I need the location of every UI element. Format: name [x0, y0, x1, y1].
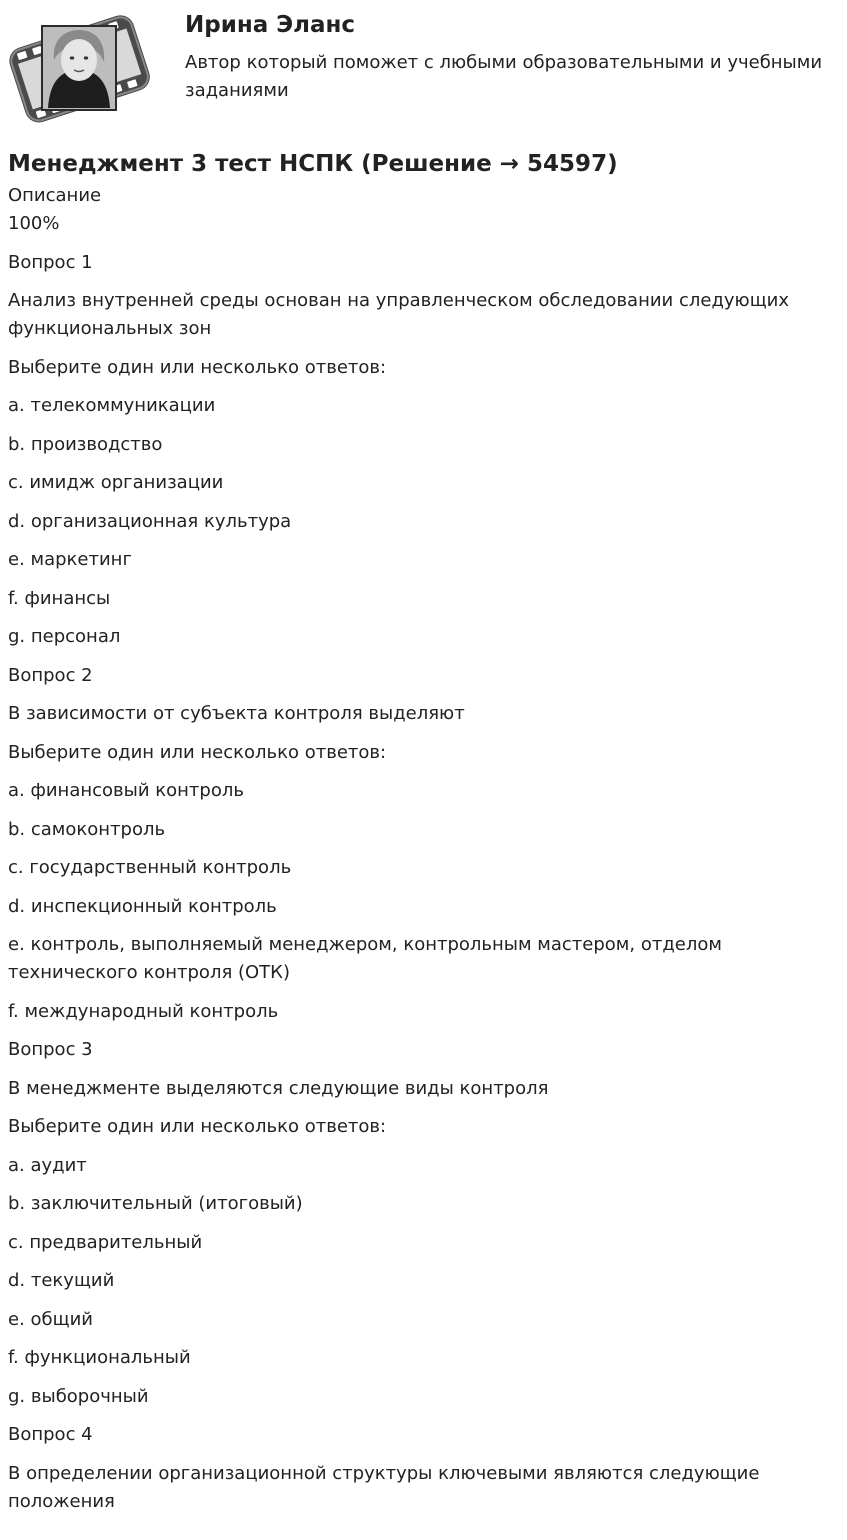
answer-option: e. общий [8, 1308, 93, 1330]
question-label: Вопрос 2 [8, 664, 93, 686]
answer-option: d. инспекционный контроль [8, 895, 277, 917]
answer-option: d. организационная культура [8, 510, 292, 532]
answer-instruction: Выберите один или несколько ответов: [8, 741, 387, 763]
answer-option: f. финансы [8, 587, 111, 609]
answer-option: f. международный контроль [8, 1000, 279, 1022]
answer-option: b. самоконтроль [8, 818, 166, 840]
questions-list [8, 249, 840, 1516]
answer-option: c. предварительный [8, 1231, 203, 1253]
page-title: Менеджмент 3 тест НСПК (Решение → 54597) [8, 151, 618, 177]
document-content [8, 146, 840, 1526]
answer-option: f. функциональный [8, 1347, 191, 1368]
answer-option: e. маркетинг [8, 549, 132, 570]
answer-option: c. имидж организации [8, 472, 224, 493]
question-label: Вопрос 3 [8, 1039, 93, 1060]
answer-option: a. финансовый контроль [8, 780, 244, 801]
film-strip-portrait-icon [8, 8, 150, 126]
answer-option: g. выборочный [8, 1385, 149, 1407]
answer-option: a. телекоммуникации [8, 395, 216, 416]
answer-instruction: Выберите один или несколько ответов: [8, 356, 387, 378]
author-avatar[interactable] [8, 8, 150, 126]
score-value: 100% [8, 213, 60, 234]
question-text: Анализ внутренней среды основан на управленческом обследовании следующих функциональных зон [8, 290, 789, 339]
answer-option: d. текущий [8, 1270, 115, 1291]
answer-option: b. производство [8, 433, 163, 455]
question-label: Вопрос 4 [8, 1424, 93, 1445]
description-label: Описание [8, 185, 102, 206]
question-label: Вопрос 1 [8, 251, 93, 273]
author-header [0, 0, 847, 140]
question-text: В менеджменте выделяются следующие виды контроля [8, 1077, 549, 1099]
question-text: В определении организационной структуры ключевыми являются следующие положения [8, 1462, 760, 1512]
answer-option: a. аудит [8, 1154, 87, 1176]
author-description: Автор который поможет с любыми образовательными и учебными заданиями [185, 52, 823, 101]
answer-instruction: Выберите один или несколько ответов: [8, 1116, 387, 1137]
answer-option: c. государственный контроль [8, 857, 292, 878]
author-name[interactable]: Ирина Эланс [185, 12, 356, 38]
answer-option: e. контроль, выполняемый менеджером, контрольным мастером, отделом технического контроля (ОТК) [8, 934, 722, 983]
answer-option: g. персонал [8, 626, 121, 647]
answer-option: b. заключительный (итоговый) [8, 1193, 303, 1214]
question-text: В зависимости от субъекта контроля выделяют [8, 703, 465, 724]
